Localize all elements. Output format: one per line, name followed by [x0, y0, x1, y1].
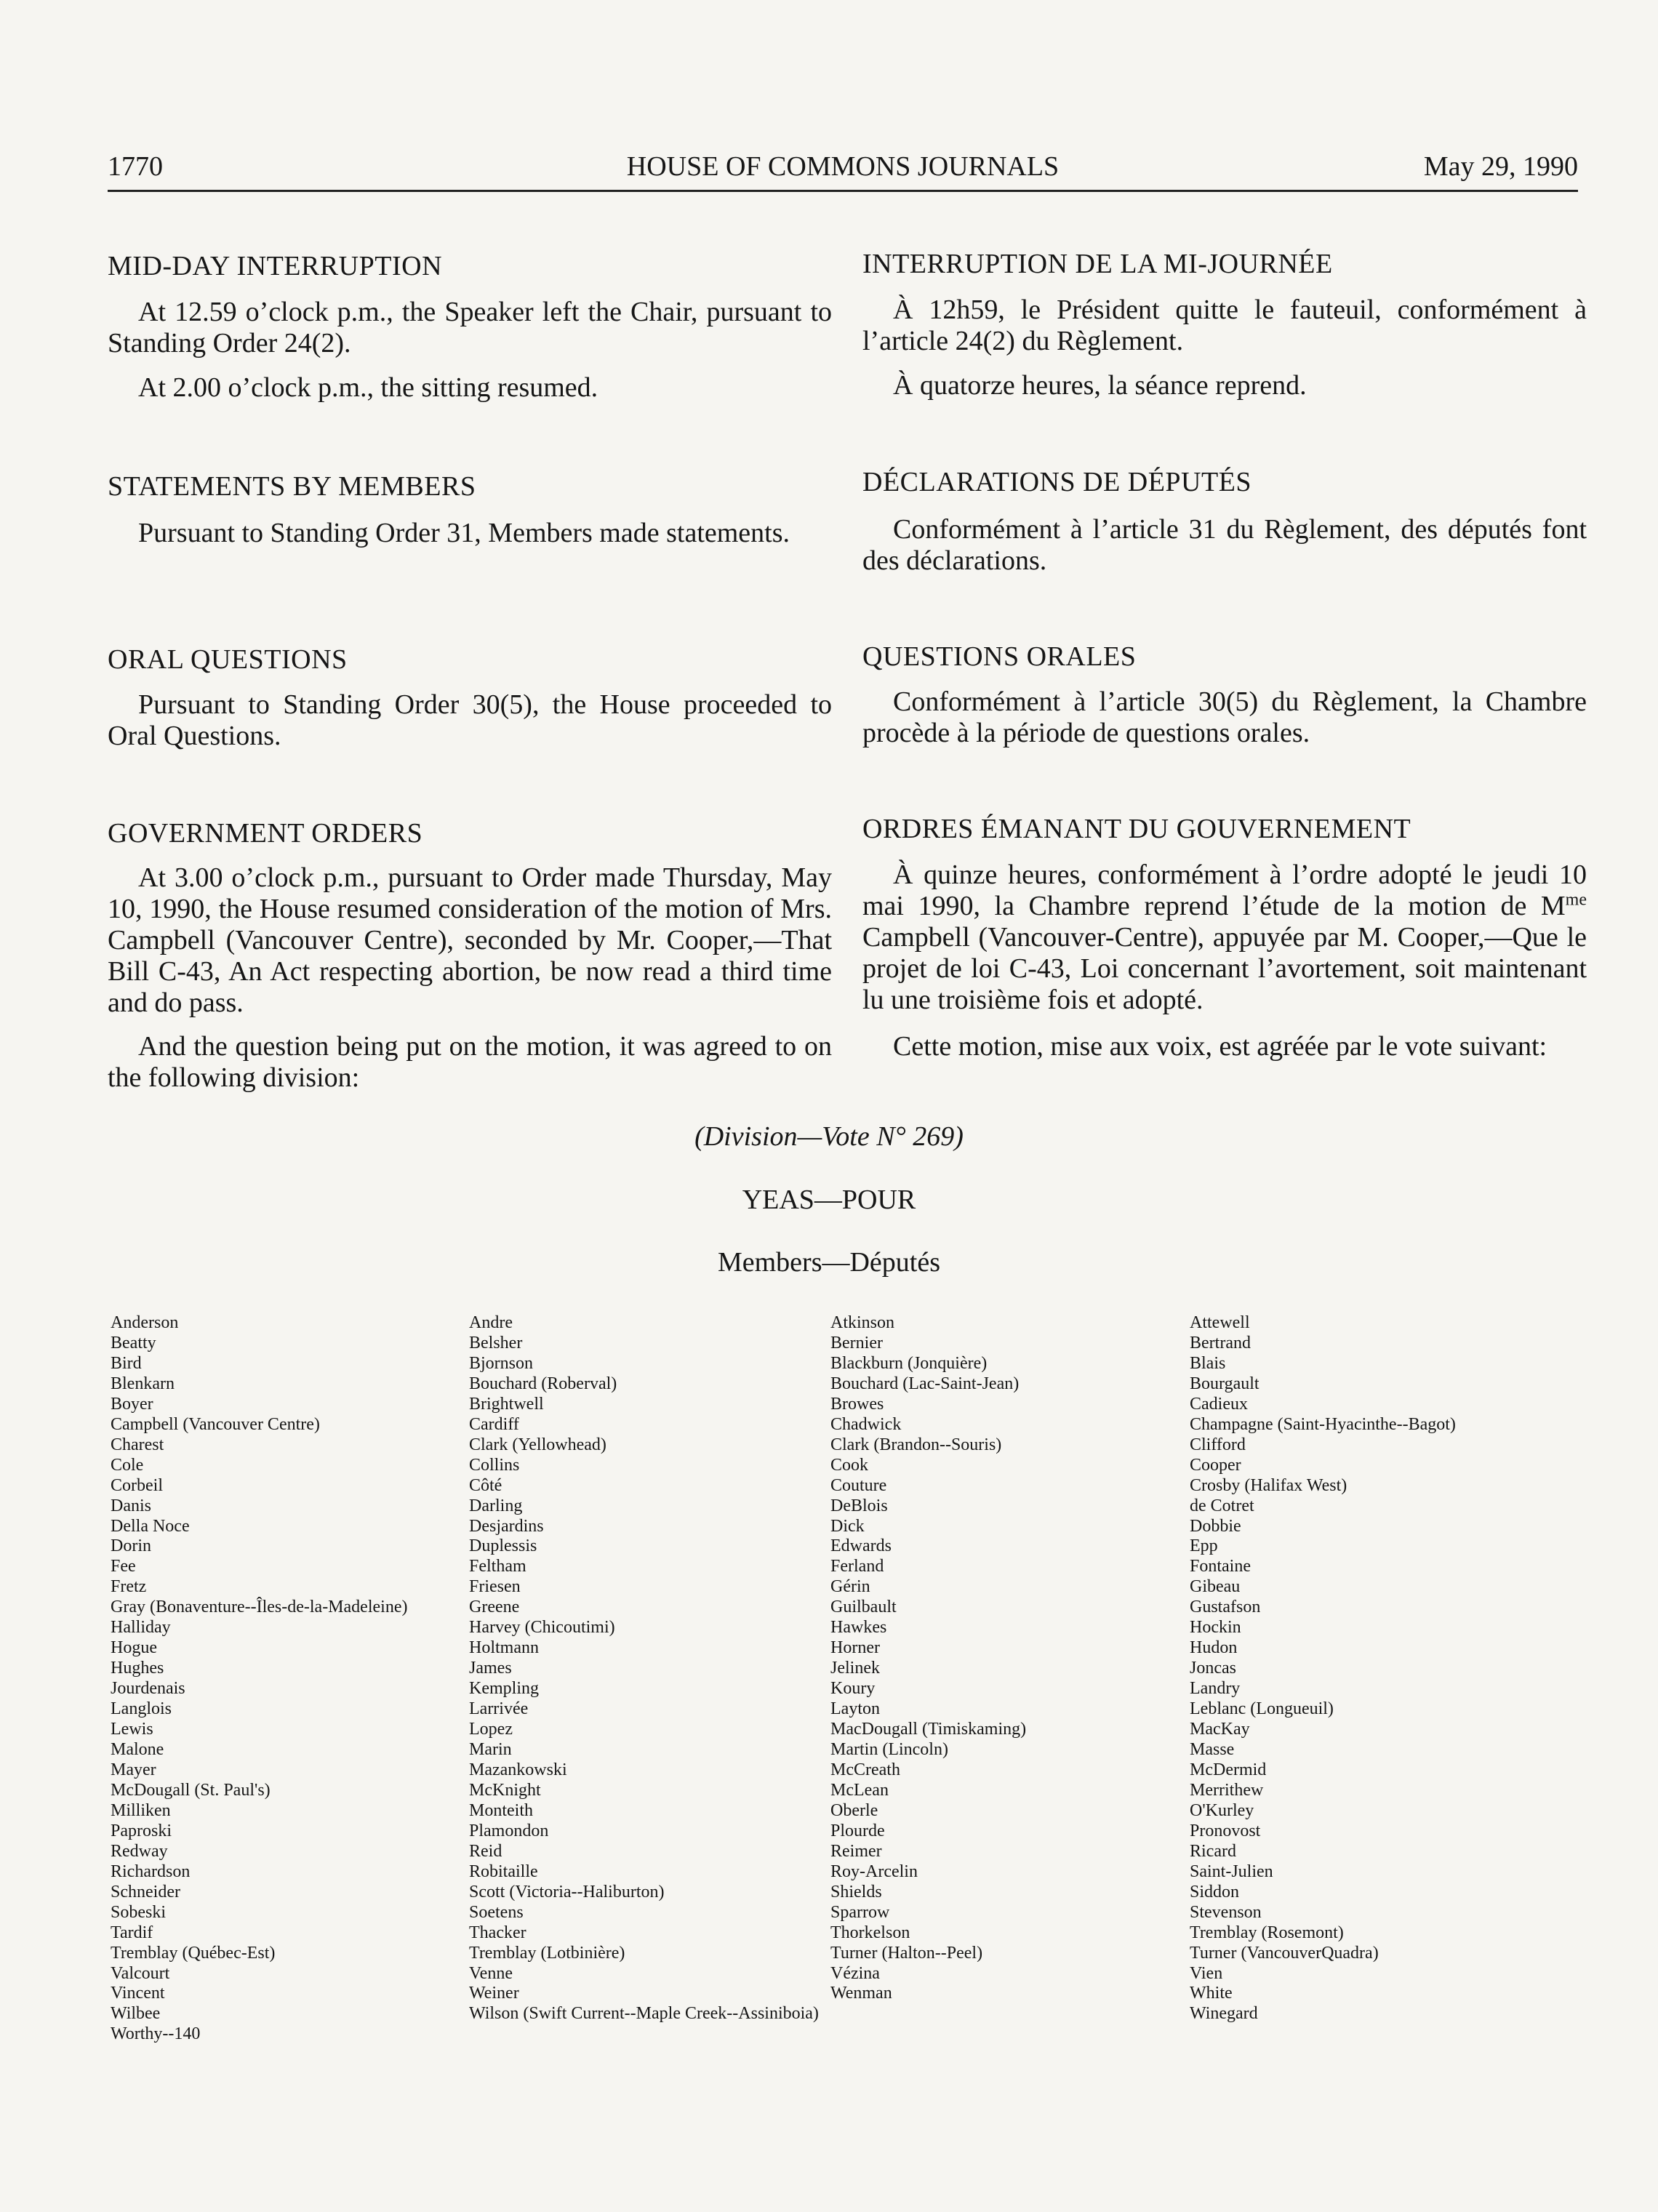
member-name: Tremblay (Lotbinière) — [469, 1943, 625, 1963]
member-name: Mayer — [111, 1760, 156, 1779]
member-name: Hughes — [111, 1659, 164, 1678]
yeas-heading: YEAS—POUR — [742, 1185, 916, 1215]
member-name: Wilbee — [111, 2004, 161, 2024]
member-name: Blais — [1190, 1353, 1226, 1373]
oral-questions-title-fr: QUESTIONS ORALES — [862, 641, 1137, 672]
member-name: Weiner — [469, 1984, 519, 2003]
member-name: Gustafson — [1190, 1598, 1261, 1617]
member-name: Clark (Brandon--Souris) — [830, 1435, 1002, 1454]
members-list-column-2 — [469, 1313, 819, 2024]
member-name: Champagne (Saint-Hyacinthe--Bagot) — [1190, 1414, 1456, 1434]
member-name: Cole — [111, 1455, 144, 1475]
member-name: Fee — [111, 1557, 136, 1576]
division-title: (Division—Vote N° 269) — [694, 1121, 964, 1152]
member-name: Corbeil — [111, 1475, 163, 1495]
member-name: Jelinek — [830, 1659, 880, 1678]
member-name: Darling — [469, 1496, 523, 1515]
member-name: Blenkarn — [111, 1374, 175, 1393]
member-name: Harvey (Chicoutimi) — [469, 1618, 615, 1638]
member-name: White — [1190, 1984, 1233, 2003]
member-name: Belsher — [469, 1333, 523, 1353]
member-name: Cook — [830, 1455, 869, 1475]
member-name: Clifford — [1190, 1435, 1246, 1454]
oral-questions-title-en: ORAL QUESTIONS — [108, 644, 348, 675]
member-name: Bertrand — [1190, 1333, 1251, 1353]
member-name: Andre — [469, 1313, 513, 1332]
member-name: Hawkes — [830, 1618, 887, 1638]
member-name: Friesen — [469, 1577, 521, 1597]
member-name: Fretz — [111, 1577, 147, 1597]
midday-paragraph-1-fr: À 12h59, le Président quitte le fauteuil, conformément à l’article 24(2) du Règlement. — [862, 294, 1587, 356]
member-name: Bird — [111, 1353, 142, 1373]
member-name: Dorin — [111, 1536, 151, 1556]
member-name: Tremblay (Rosemont) — [1190, 1923, 1344, 1942]
member-name: Masse — [1190, 1740, 1235, 1760]
journal-date: May 29, 1990 — [1423, 151, 1578, 182]
member-name: Reimer — [830, 1841, 882, 1861]
member-name: Kempling — [469, 1679, 539, 1699]
member-name: Langlois — [111, 1699, 172, 1719]
member-name: Blackburn (Jonquière) — [830, 1353, 988, 1373]
government-orders-paragraph-2-fr: Cette motion, mise aux voix, est agréée par le vote suivant: — [893, 1031, 1547, 1062]
member-name: McDougall (St. Paul's) — [111, 1780, 271, 1800]
member-name: Bjornson — [469, 1353, 534, 1373]
member-name: Fontaine — [1190, 1557, 1251, 1576]
member-name: Greene — [469, 1598, 520, 1617]
member-name: Wenman — [830, 1984, 892, 2003]
member-name: Hogue — [111, 1638, 157, 1658]
member-name: McKnight — [469, 1780, 541, 1800]
member-name: Halliday — [111, 1618, 171, 1638]
member-name: Brightwell — [469, 1394, 544, 1414]
member-name: Guilbault — [830, 1598, 897, 1617]
member-name: Thorkelson — [830, 1923, 910, 1942]
member-name: Marin — [469, 1740, 512, 1760]
member-name: Bouchard (Lac-Saint-Jean) — [830, 1374, 1020, 1393]
member-name: Koury — [830, 1679, 876, 1699]
member-name: Paproski — [111, 1821, 172, 1840]
member-name: Vien — [1190, 1963, 1223, 1983]
member-name: Reid — [469, 1841, 502, 1861]
member-name: Leblanc (Longueuil) — [1190, 1699, 1334, 1719]
member-name: Tardif — [111, 1923, 153, 1942]
member-name: Hockin — [1190, 1618, 1241, 1638]
member-name: Robitaille — [469, 1862, 538, 1881]
member-name: Wilson (Swift Current--Maple Creek--Assiniboia) — [469, 2004, 819, 2024]
member-name: Clark (Yellowhead) — [469, 1435, 606, 1454]
member-name: MacKay — [1190, 1720, 1250, 1739]
government-orders-paragraph-1-fr: À quinze heures, conformément à l’ordre adopté le jeudi 10 mai 1990, la Chambre reprend l’étude de la motion de $M^{me}$ Campbell (Vancouver-Centre), appuyée par M. Cooper,—Que le projet de loi C-43, Loi concernant l’avortement, soit maintenant lu une troisième fois et adopté. — [862, 859, 1587, 1015]
member-name: Scott (Victoria--Haliburton) — [469, 1882, 665, 1902]
member-name: Turner (Halton--Peel) — [830, 1943, 983, 1963]
members-list-column-1 — [111, 1313, 407, 2045]
member-name: Chadwick — [830, 1414, 902, 1434]
member-name: Côté — [469, 1475, 502, 1495]
page-number: 1770 — [108, 151, 163, 182]
member-name: Browes — [830, 1394, 884, 1414]
member-name: Beatty — [111, 1333, 156, 1353]
member-name: Hudon — [1190, 1638, 1238, 1658]
member-name: MacDougall (Timiskaming) — [830, 1720, 1027, 1739]
member-name: Bouchard (Roberval) — [469, 1374, 617, 1393]
member-name: Stevenson — [1190, 1902, 1262, 1922]
member-name: Milliken — [111, 1800, 171, 1820]
member-name: Sparrow — [830, 1902, 890, 1922]
member-name: Thacker — [469, 1923, 526, 1942]
member-name: DeBlois — [830, 1496, 888, 1515]
members-heading: Members—Députés — [717, 1247, 941, 1278]
government-orders-title-en: GOVERNMENT ORDERS — [108, 818, 423, 849]
member-name: Malone — [111, 1740, 164, 1760]
member-name: Cardiff — [469, 1414, 519, 1434]
member-name: Merrithew — [1190, 1780, 1264, 1800]
member-name: Larrivée — [469, 1699, 529, 1719]
member-name: Gérin — [830, 1577, 870, 1597]
member-name: de Cotret — [1190, 1496, 1254, 1515]
member-name: Winegard — [1190, 2004, 1258, 2024]
member-name: Gray (Bonaventure--Îles-de-la-Madeleine) — [111, 1598, 408, 1617]
member-name: Holtmann — [469, 1638, 539, 1658]
member-name: Jourdenais — [111, 1679, 185, 1699]
member-name: Feltham — [469, 1557, 526, 1576]
oral-questions-paragraph-en: Pursuant to Standing Order 30(5), the House proceeded to Oral Questions. — [108, 689, 832, 751]
member-name: Horner — [830, 1638, 880, 1658]
midday-paragraph-2-fr: À quatorze heures, la séance reprend. — [893, 370, 1307, 401]
statements-paragraph-en: Pursuant to Standing Order 31, Members made statements. — [138, 518, 790, 548]
member-name: Landry — [1190, 1679, 1241, 1699]
member-name: McLean — [830, 1780, 889, 1800]
midday-title-en: MID-DAY INTERRUPTION — [108, 251, 443, 281]
member-name: Couture — [830, 1475, 887, 1495]
member-name: Vincent — [111, 1984, 165, 2003]
member-name: Worthy--140 — [111, 2024, 201, 2044]
member-name: Saint-Julien — [1190, 1862, 1273, 1881]
member-name: O'Kurley — [1190, 1800, 1254, 1820]
member-name: Sobeski — [111, 1902, 167, 1922]
government-orders-title-fr: ORDRES ÉMANANT DU GOUVERNEMENT — [862, 814, 1411, 844]
member-name: James — [469, 1659, 512, 1678]
member-name: Roy-Arcelin — [830, 1862, 918, 1881]
government-orders-paragraph-2-en: And the question being put on the motion, it was agreed to on the following division: — [108, 1031, 832, 1093]
member-name: Richardson — [111, 1862, 191, 1881]
english-column — [108, 0, 832, 1134]
statements-title-en: STATEMENTS BY MEMBERS — [108, 471, 476, 502]
member-name: Lewis — [111, 1720, 153, 1739]
member-name: Pronovost — [1190, 1821, 1261, 1840]
member-name: Crosby (Halifax West) — [1190, 1475, 1347, 1495]
member-name: Mazankowski — [469, 1760, 567, 1779]
member-name: Joncas — [1190, 1659, 1236, 1678]
members-list-column-4 — [1190, 1313, 1456, 2024]
member-name: Schneider — [111, 1882, 180, 1902]
member-name: Lopez — [469, 1720, 513, 1739]
member-name: Ferland — [830, 1557, 884, 1576]
member-name: Atkinson — [830, 1313, 895, 1332]
member-name: Cooper — [1190, 1455, 1241, 1475]
member-name: McCreath — [830, 1760, 900, 1779]
member-name: Cadieux — [1190, 1394, 1248, 1414]
member-name: Boyer — [111, 1394, 153, 1414]
member-name: Attewell — [1190, 1313, 1250, 1332]
statements-paragraph-fr: Conformément à l’article 31 du Règlement, des députés font des déclarations. — [862, 514, 1587, 576]
member-name: Plamondon — [469, 1821, 549, 1840]
french-column — [862, 0, 1587, 1134]
member-name: Collins — [469, 1455, 520, 1475]
government-orders-paragraph-1-en: At 3.00 o’clock p.m., pursuant to Order made Thursday, May 10, 1990, the House resumed consideration of the motion of Mrs. Campbell (Vancouver Centre), seconded by Mr. Cooper,—That Bill C-43, An Act respecting abortion, be now read a third time and do pass. — [108, 862, 832, 1018]
member-name: Edwards — [830, 1536, 892, 1556]
member-name: Valcourt — [111, 1963, 170, 1983]
member-name: Layton — [830, 1699, 880, 1719]
member-name: Turner (VancouverQuadra) — [1190, 1943, 1379, 1963]
member-name: Anderson — [111, 1313, 179, 1332]
midday-paragraph-1-en: At 12.59 o’clock p.m., the Speaker left the Chair, pursuant to Standing Order 24(2). — [108, 297, 832, 358]
member-name: Tremblay (Québec-Est) — [111, 1943, 276, 1963]
members-list-column-3 — [830, 1313, 1026, 2004]
member-name: Bernier — [830, 1333, 883, 1353]
midday-title-fr: INTERRUPTION DE LA MI-JOURNÉE — [862, 249, 1333, 279]
member-name: McDermid — [1190, 1760, 1267, 1779]
member-name: Bourgault — [1190, 1374, 1259, 1393]
member-name: Shields — [830, 1882, 882, 1902]
member-name: Monteith — [469, 1800, 533, 1820]
member-name: Desjardins — [469, 1516, 544, 1536]
member-name: Redway — [111, 1841, 168, 1861]
midday-paragraph-2-en: At 2.00 o’clock p.m., the sitting resumed. — [138, 372, 598, 403]
member-name: Charest — [111, 1435, 164, 1454]
member-name: Venne — [469, 1963, 513, 1983]
member-name: Siddon — [1190, 1882, 1240, 1902]
member-name: Duplessis — [469, 1536, 537, 1556]
member-name: Danis — [111, 1496, 151, 1515]
member-name: Plourde — [830, 1821, 885, 1840]
member-name: Soetens — [469, 1902, 524, 1922]
journal-title: HOUSE OF COMMONS JOURNALS — [626, 151, 1060, 182]
member-name: Epp — [1190, 1536, 1218, 1556]
member-name: Oberle — [830, 1800, 878, 1820]
member-name: Campbell (Vancouver Centre) — [111, 1414, 320, 1434]
member-name: Dobbie — [1190, 1516, 1241, 1536]
member-name: Ricard — [1190, 1841, 1236, 1861]
oral-questions-paragraph-fr: Conformément à l’article 30(5) du Règlement, la Chambre procède à la période de questions orales. — [862, 686, 1587, 748]
member-name: Vézina — [830, 1963, 880, 1983]
member-name: Gibeau — [1190, 1577, 1241, 1597]
member-name: Dick — [830, 1516, 865, 1536]
member-name: Martin (Lincoln) — [830, 1740, 948, 1760]
member-name: Della Noce — [111, 1516, 190, 1536]
statements-title-fr: DÉCLARATIONS DE DÉPUTÉS — [862, 467, 1252, 497]
